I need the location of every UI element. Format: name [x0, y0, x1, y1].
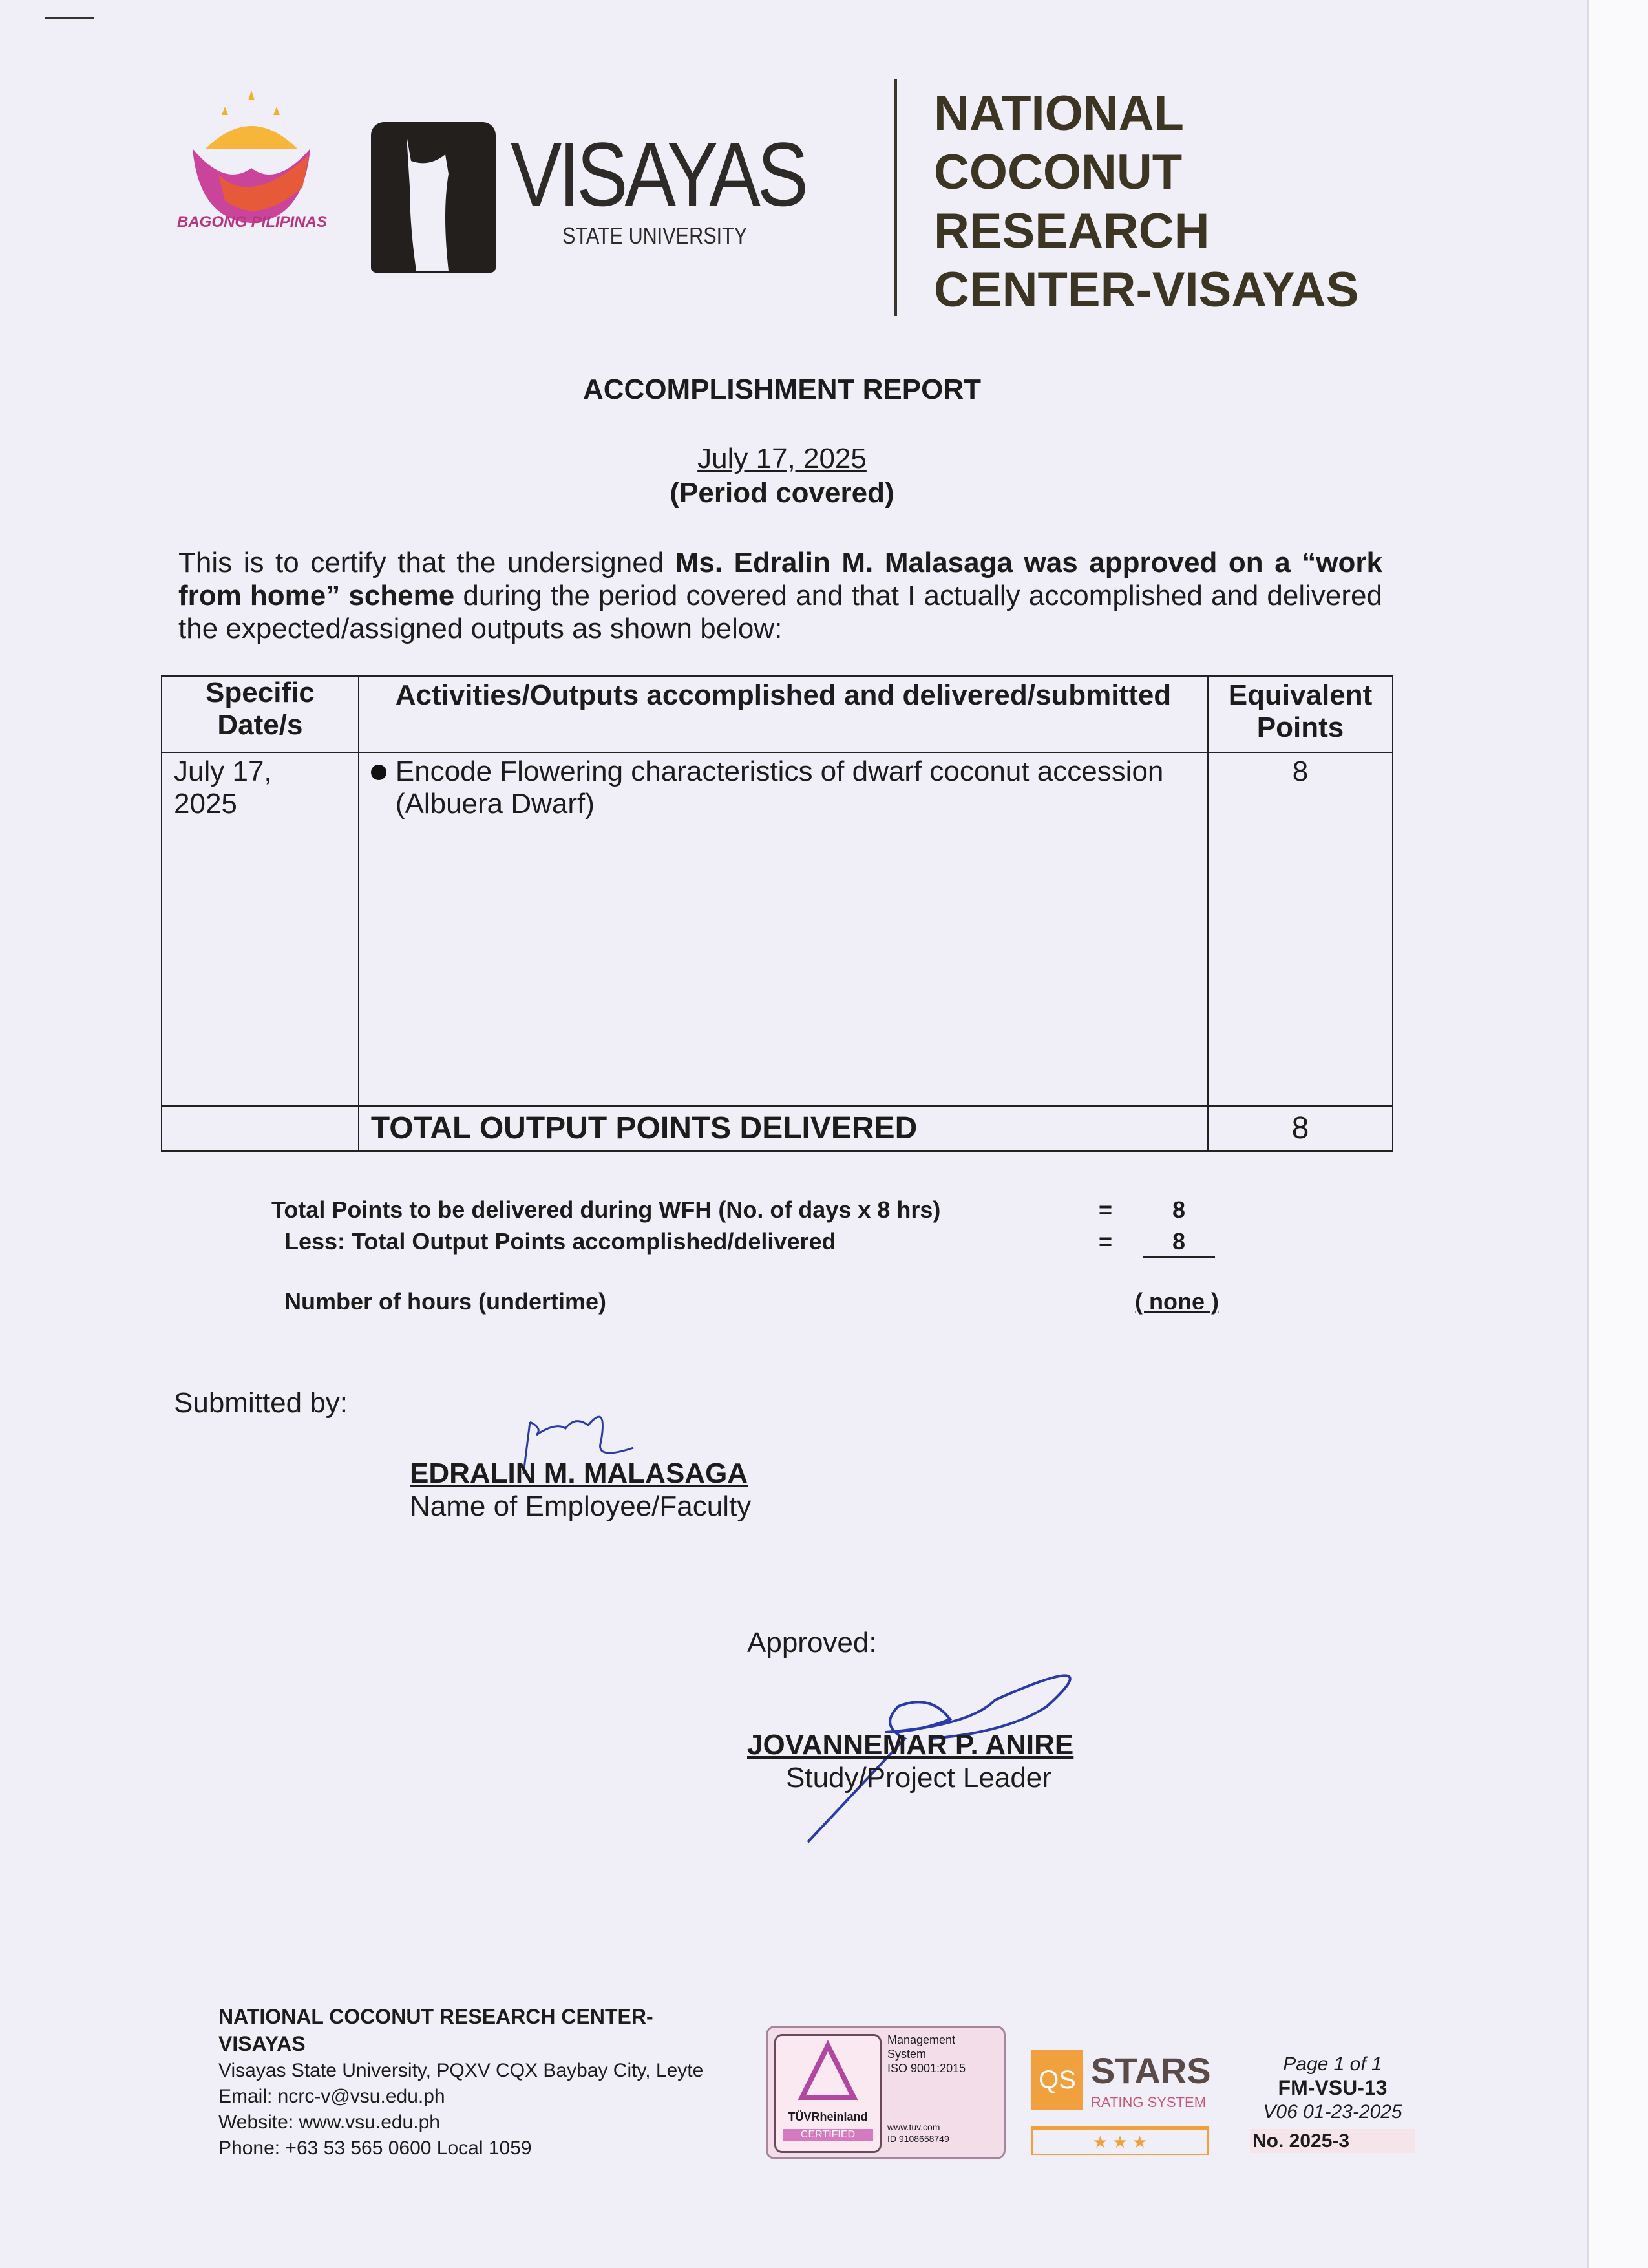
- center-line: RESEARCH: [934, 204, 1210, 259]
- report-title: ACCOMPLISHMENT REPORT: [583, 374, 981, 405]
- row-activity: [359, 752, 1208, 1106]
- tuv-id: ID 9108658749: [887, 2134, 949, 2144]
- approved-label: Approved:: [747, 1627, 877, 1659]
- total-label: TOTAL OUTPUT POINTS DELIVERED: [359, 1106, 1208, 1151]
- activity-text: Encode Flowering characteristics of dwarf coconut accession (Albuera Dwarf): [395, 756, 1164, 820]
- form-code: FM-VSU-13: [1278, 2076, 1388, 2099]
- less-value: 8: [1143, 1227, 1215, 1258]
- para-bold: Ms. Edralin M. Malasaga was approved on a “work from home” scheme: [178, 547, 1382, 611]
- total-points: 8: [1208, 1106, 1393, 1151]
- scan-mark: [45, 17, 94, 19]
- approver-role: Study/Project Leader: [786, 1762, 1051, 1794]
- center-name: [934, 84, 1358, 319]
- qs-stars: STARS: [1091, 2050, 1211, 2091]
- qs-rating: RATING SYSTEM: [1091, 2094, 1207, 2110]
- bullet-icon: [371, 765, 386, 780]
- para-text: during the period covered and that I actually accomplished and delivered the expected/assigned outputs as shown below:: [178, 580, 1382, 644]
- accomplishment-table: [161, 675, 1393, 1152]
- row-date: [162, 752, 359, 1106]
- to-deliver-label: Total Points to be delivered during WFH (No. of days x 8 hrs): [271, 1196, 941, 1223]
- table-header-row: [162, 676, 1393, 752]
- vsu-logo-mark: [371, 122, 496, 273]
- vsu-name: VISAYAS: [511, 123, 805, 225]
- page-edge: [1587, 0, 1648, 2268]
- footer-website: Website: www.vsu.edu.ph: [218, 2112, 440, 2133]
- qs-stars-badge: [1031, 2050, 1209, 2154]
- para-text: This is to certify that the undersigned: [178, 547, 675, 578]
- footer-contact: [218, 2004, 755, 2161]
- row-points: 8: [1208, 752, 1393, 1106]
- tuv-brand: TÜVRheinland: [788, 2110, 868, 2123]
- total-empty-cell: [162, 1106, 359, 1151]
- approver-name: JOVANNEMAR P. ANIRE: [747, 1729, 1074, 1761]
- col-header-points: Equivalent Points: [1208, 676, 1393, 752]
- equals-sign: =: [1099, 1228, 1113, 1255]
- col-header-date: Specific Date/s: [162, 676, 359, 752]
- table-row: [162, 752, 1393, 1106]
- equals-sign: =: [1099, 1196, 1113, 1223]
- qs-mark: QS: [1031, 2050, 1083, 2110]
- center-line: NATIONAL: [934, 86, 1184, 141]
- footer-org: NATIONAL COCONUT RESEARCH CENTER-VISAYAS: [218, 2005, 653, 2055]
- center-line: CENTER-VISAYAS: [934, 262, 1359, 317]
- less-label: Less: Total Output Points accomplished/delivered: [284, 1228, 836, 1255]
- period-date: July 17, 2025: [697, 443, 867, 474]
- certification-paragraph: [178, 546, 1382, 645]
- employee-role: Name of Employee/Faculty: [410, 1490, 752, 1522]
- period-label: (Period covered): [670, 477, 894, 509]
- undertime-label: Number of hours (undertime): [284, 1288, 607, 1315]
- tuv-certified: CERTIFIED: [783, 2129, 873, 2141]
- footer-phone: Phone: +63 53 565 0600 Local 1059: [218, 2137, 532, 2159]
- tuv-certification-badge: [766, 2026, 1006, 2159]
- tuv-web: www.tuv.com: [887, 2122, 940, 2132]
- tuv-iso: ISO 9001:2015: [887, 2062, 966, 2075]
- to-deliver-value: 8: [1172, 1196, 1186, 1223]
- vsu-subtitle: STATE UNIVERSITY: [562, 222, 748, 249]
- star-rating-icon: ★ ★ ★: [1031, 2126, 1209, 2155]
- employee-name: EDRALIN M. MALASAGA: [410, 1457, 748, 1489]
- submitted-by-label: Submitted by:: [174, 1387, 348, 1419]
- bagong-pilipinas-text: BAGONG PILIPINAS: [176, 213, 328, 231]
- form-info: [1250, 2052, 1415, 2153]
- page-number: Page 1 of 1: [1283, 2053, 1382, 2075]
- undertime-value: ( none ): [1135, 1288, 1219, 1315]
- total-row: [162, 1106, 1393, 1151]
- date-text: July 17, 2025: [174, 756, 272, 820]
- col-header-activities: Activities/Outputs accomplished and delivered/submitted: [359, 676, 1208, 752]
- footer-email: Email: ncrc-v@vsu.edu.ph: [218, 2086, 445, 2107]
- footer-address: Visayas State University, PQXV CQX Baybay City, Leyte: [218, 2060, 704, 2081]
- form-number: No. 2025-3: [1250, 2129, 1415, 2153]
- header-divider: [894, 79, 897, 316]
- form-version: V06 01-23-2025: [1263, 2101, 1402, 2123]
- center-line: COCONUT: [934, 145, 1183, 200]
- tuv-triangle-icon: [776, 2036, 880, 2107]
- tuv-system: Management System: [887, 2033, 956, 2061]
